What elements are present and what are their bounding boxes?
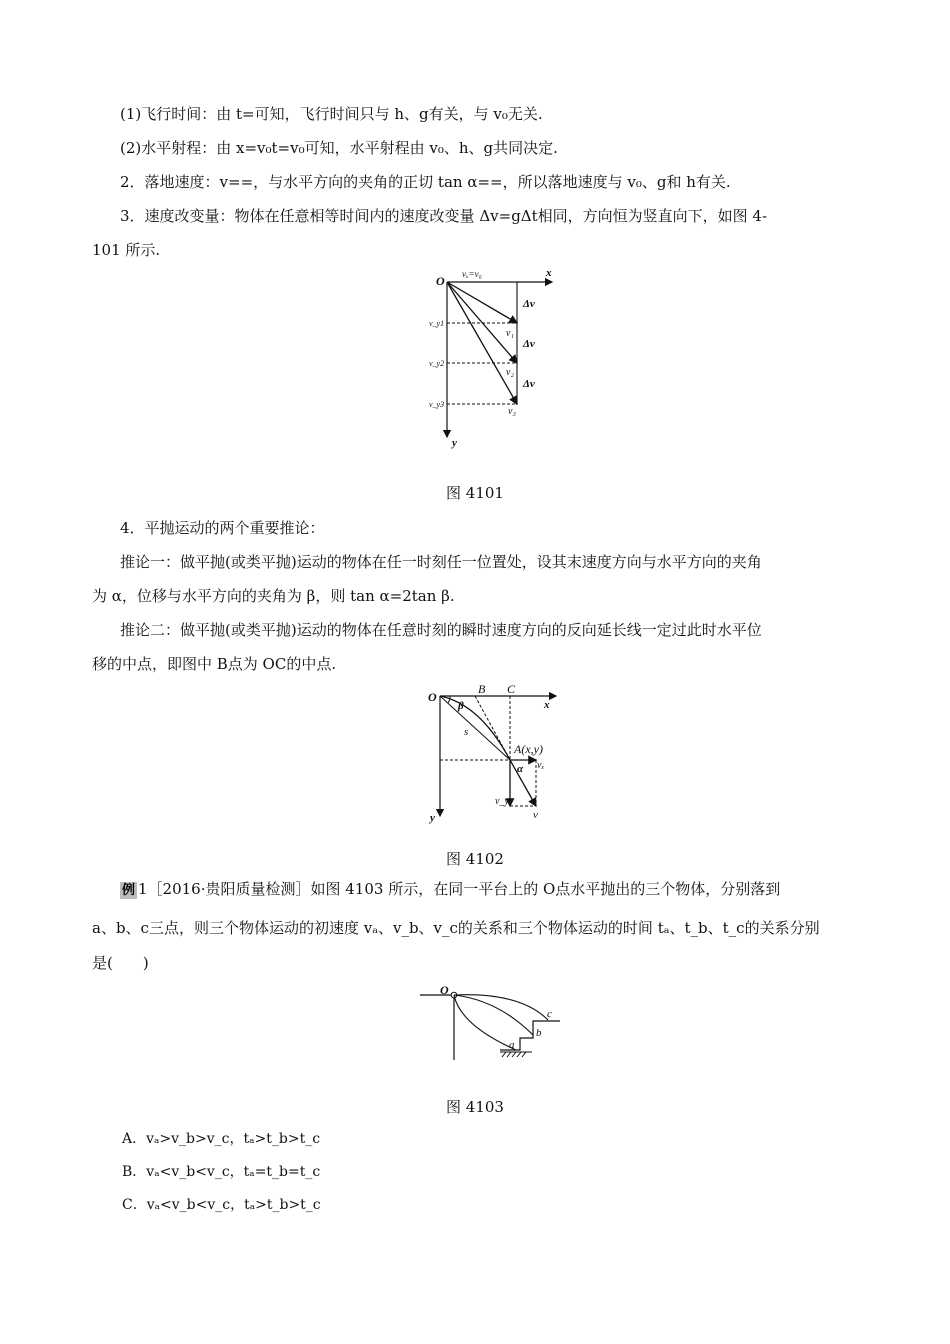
para-inference-two-cont: 移的中点，即图中 B点为 OC的中点. xyxy=(92,655,337,673)
fig1-label-vy1: v_y1 xyxy=(429,319,445,328)
fig3-label-a: a xyxy=(509,1039,515,1051)
fig2-label-b: B xyxy=(478,682,486,696)
fig1-label-dv1: Δv xyxy=(523,298,535,310)
fig1-label-v1: v₁ xyxy=(506,328,514,339)
para-flight-time: (1)飞行时间：由 t=可知，飞行时间只与 h、g有关，与 v₀无关. xyxy=(120,105,543,123)
fig1-label-vy3: v_y3 xyxy=(429,400,445,409)
fig2-label-v: v xyxy=(533,809,538,821)
figure-4103 xyxy=(420,980,570,1065)
fig1-label-y: y xyxy=(452,437,457,449)
para-velocity-change: 3．速度改变量：物体在任意相等时间内的速度改变量 Δv=gΔt相同，方向恒为竖直向下，如图 4- xyxy=(120,207,768,225)
fig1-label-dv3: Δv xyxy=(523,378,535,390)
fig1-label-vx: vₓ=v₀ xyxy=(462,269,482,279)
fig3-label-o: O xyxy=(440,983,449,997)
fig2-label-x: x xyxy=(544,699,550,711)
option-c[interactable]: C．vₐ<v_b<v_c，tₐ>t_b>t_c xyxy=(122,1197,321,1213)
fig3-label-b: b xyxy=(536,1027,542,1039)
option-a[interactable]: A．vₐ>v_b>v_c，tₐ>t_b>t_c xyxy=(122,1131,321,1147)
fig1-label-o: O xyxy=(436,274,445,288)
example-1-stem-cont: a、b、c三点，则三个物体运动的初速度 vₐ、v_b、v_c的关系和三个物体运动的时间 tₐ、t_b、t_c的关系分别 xyxy=(92,919,820,937)
para-two-inferences: 4．平抛运动的两个重要推论： xyxy=(120,519,325,537)
fig2-label-o: O xyxy=(428,690,437,704)
para-velocity-change-cont: 101 所示. xyxy=(92,241,161,259)
fig1-label-v2: v₂ xyxy=(506,367,514,378)
fig2-label-alpha: α xyxy=(517,763,524,775)
fig2-label-c: C xyxy=(507,682,516,696)
example-1-stem: 例 1［2016·贵阳质量检测］如图 4103 所示，在同一平台上的 O点水平抛出的三个物体，分别落到 xyxy=(121,880,781,898)
example-1-stem-end: 是( ) xyxy=(92,954,149,972)
figure-4102-caption: 图 4102 xyxy=(446,850,504,868)
fig2-label-y: y xyxy=(430,812,435,824)
figure-4101-caption: 图 4101 xyxy=(446,484,504,502)
option-b[interactable]: B．vₐ<v_b<v_c，tₐ=t_b=t_c xyxy=(122,1164,321,1180)
fig1-label-vy2: v_y2 xyxy=(429,359,445,368)
fig2-label-vy: v_y xyxy=(495,796,509,807)
fig2-label-vx: vₓ xyxy=(537,760,545,771)
para-horizontal-range: (2)水平射程：由 x=v₀t=v₀可知，水平射程由 v₀、h、g共同决定. xyxy=(120,139,558,157)
fig2-label-a: A(x,y) xyxy=(514,742,543,756)
figure-4103-caption: 图 4103 xyxy=(446,1098,504,1116)
para-inference-one-cont: 为 α，位移与水平方向的夹角为 β，则 tan α=2tan β. xyxy=(92,587,455,605)
example-tag: 例 xyxy=(121,883,135,898)
figure-4102 xyxy=(420,682,570,827)
fig1-label-dv2: Δv xyxy=(523,338,535,350)
fig2-label-s: s xyxy=(464,726,469,738)
para-landing-velocity: 2．落地速度：v==，与水平方向的夹角的正切 tan α==，所以落地速度与 v₀、g和 h有关. xyxy=(120,173,731,191)
fig1-label-x: x xyxy=(546,267,552,279)
para-inference-two: 推论二：做平抛(或类平抛)运动的物体在任意时刻的瞬时速度方向的反向延长线一定过此时水平位 xyxy=(120,621,762,639)
fig3-label-c: c xyxy=(547,1008,552,1020)
fig1-label-v3: v₃ xyxy=(508,406,516,417)
fig2-label-beta: β xyxy=(458,700,464,712)
figure-4101 xyxy=(420,262,570,452)
para-inference-one: 推论一：做平抛(或类平抛)运动的物体在任一时刻任一位置处，设其末速度方向与水平方向的夹角 xyxy=(120,553,762,571)
